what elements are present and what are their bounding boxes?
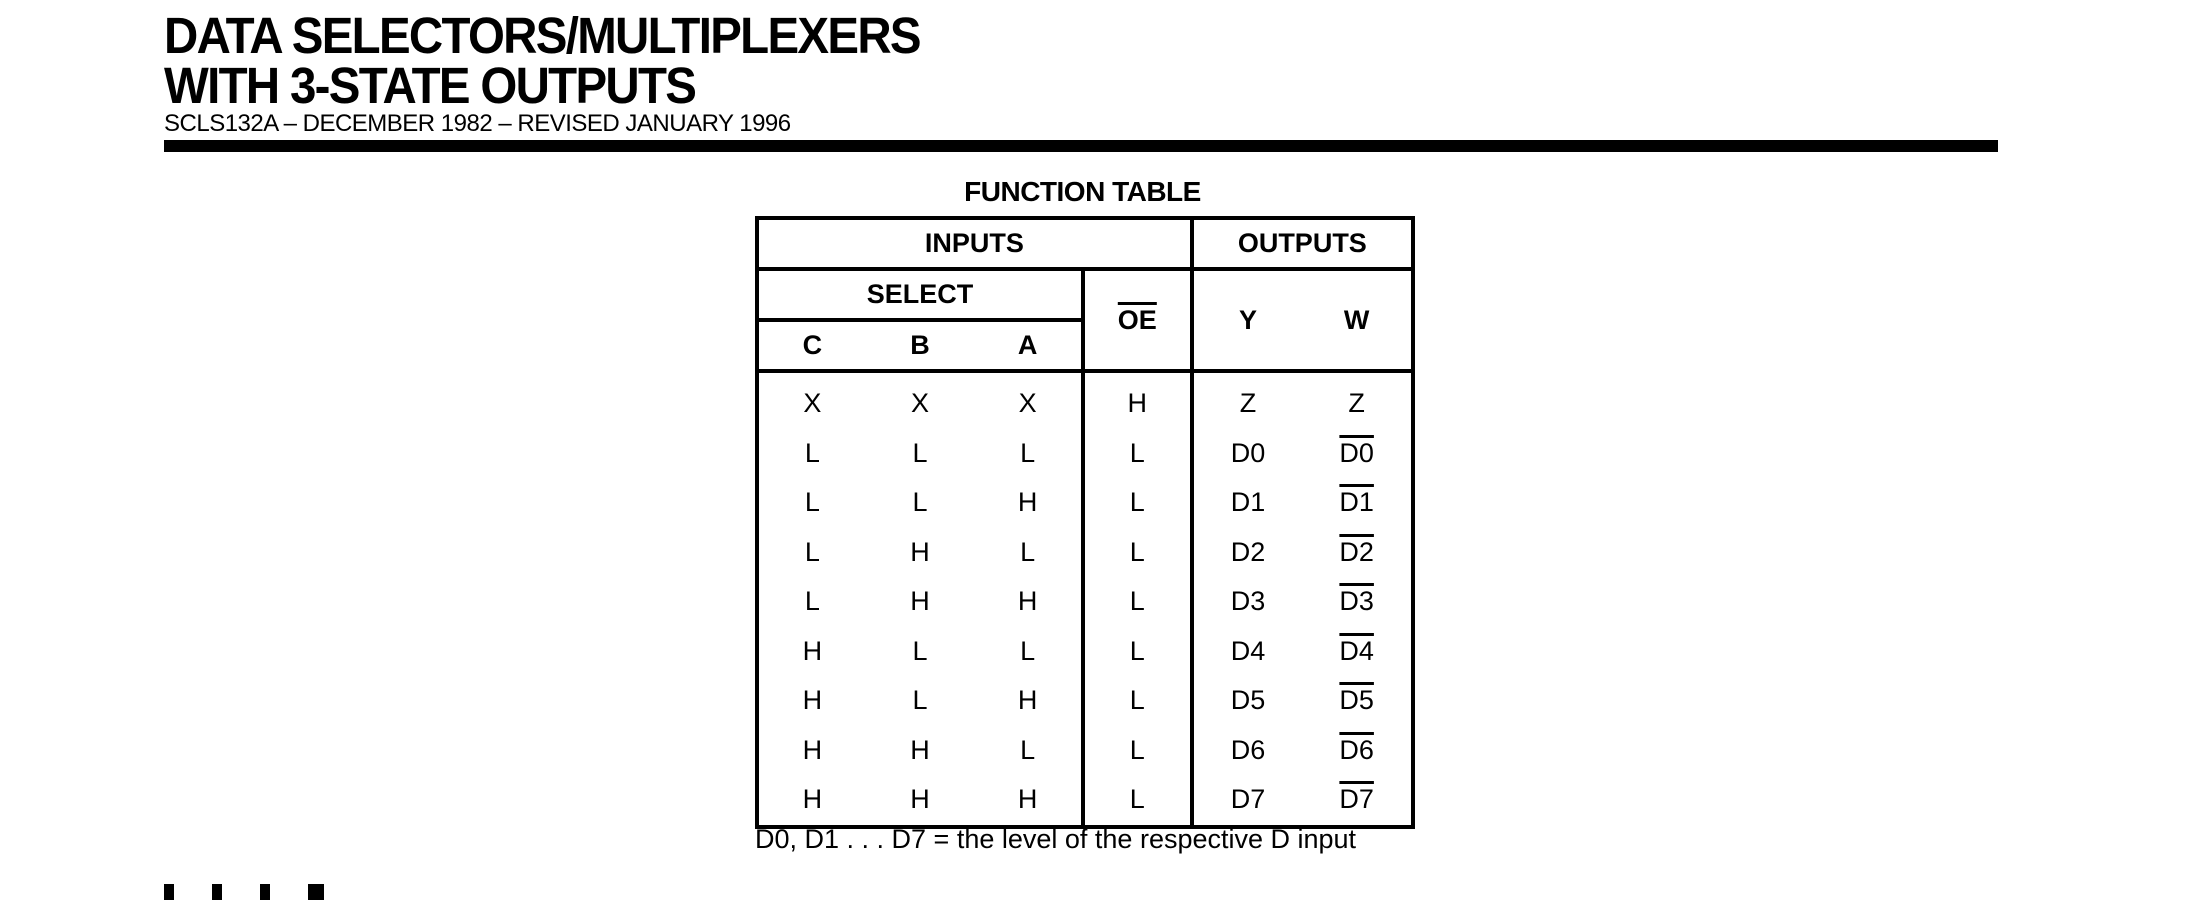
cell-b: H (910, 586, 930, 617)
cell-c: L (804, 536, 820, 567)
table-row (757, 429, 1413, 479)
table-row (757, 627, 1413, 677)
cut-off-next-section-heading (164, 884, 464, 900)
a-column-header: A (974, 320, 1083, 371)
cell-oe: L (1083, 627, 1192, 677)
cell-y: D0 (1192, 429, 1303, 479)
cell-c: H (802, 784, 823, 815)
cell-w: Z (1348, 388, 1365, 419)
cell-w-value: D1 (1339, 487, 1374, 518)
oe-column-header (1083, 269, 1192, 371)
cell-a: H (1017, 784, 1038, 815)
cell-b: H (910, 784, 930, 815)
cell-oe: L (1083, 478, 1192, 528)
cell-w (1302, 627, 1413, 677)
cell-y: D1 (1192, 478, 1303, 528)
cell-y: Z (1192, 371, 1303, 429)
cell-a: X (1018, 388, 1037, 419)
c-column-header: C (757, 320, 866, 371)
cell-c: L (804, 437, 820, 468)
cell-oe: L (1083, 528, 1192, 578)
cell-oe: L (1083, 429, 1192, 479)
cell-y: D7 (1192, 775, 1303, 827)
cell-y: D4 (1192, 627, 1303, 677)
function-table (755, 216, 1415, 829)
table-row (757, 478, 1413, 528)
cell-w-value: D6 (1339, 734, 1374, 765)
header-rule (164, 140, 1998, 152)
cell-b: L (912, 437, 928, 468)
cell-w-value: D5 (1339, 685, 1374, 716)
cell-a: L (1020, 734, 1036, 765)
cell-w (1302, 478, 1413, 528)
cell-w-value: D7 (1339, 784, 1374, 815)
cell-b: H (910, 734, 930, 765)
cell-a: L (1020, 536, 1036, 567)
cell-w (1302, 429, 1413, 479)
cell-oe: L (1083, 726, 1192, 776)
table-row (757, 577, 1413, 627)
cell-w (1302, 528, 1413, 578)
b-column-header: B (866, 320, 975, 371)
function-table-footnote: D0, D1 . . . D7 = the level of the respective D input (755, 824, 1357, 854)
cell-a: L (1020, 437, 1036, 468)
document-revision-line: SCLS132A – DECEMBER 1982 – REVISED JANUARY 1996 (164, 110, 791, 137)
cell-oe: L (1083, 577, 1192, 627)
cell-oe: L (1083, 676, 1192, 726)
table-row (757, 726, 1413, 776)
cell-w-value: D4 (1339, 635, 1374, 666)
cell-w (1302, 676, 1413, 726)
cell-b: X (910, 388, 929, 419)
cell-w-value: D0 (1339, 437, 1374, 468)
w-column-header: W (1302, 269, 1413, 371)
table-row (757, 676, 1413, 726)
cell-c: L (804, 586, 820, 617)
cell-c: H (802, 635, 823, 666)
cell-w (1302, 775, 1413, 827)
oe-header-label: $\overline{OE}$ (1117, 304, 1157, 335)
cell-a: H (1017, 586, 1038, 617)
cell-w (1302, 726, 1413, 776)
inputs-group-header: INPUTS (757, 218, 1192, 269)
cell-w-value: D2 (1339, 536, 1374, 567)
table-row (757, 528, 1413, 578)
cell-w (1302, 577, 1413, 627)
cell-a: L (1020, 635, 1036, 666)
cell-y: D6 (1192, 726, 1303, 776)
cell-y: D3 (1192, 577, 1303, 627)
document-title-line-1: DATA SELECTORS/MULTIPLEXERS (164, 7, 920, 64)
table-row (757, 371, 1413, 429)
cell-b: L (912, 685, 928, 716)
cell-y: D5 (1192, 676, 1303, 726)
cell-oe: L (1083, 775, 1192, 827)
cell-a: H (1017, 685, 1038, 716)
table-row (757, 775, 1413, 827)
cell-c: H (802, 734, 823, 765)
select-group-header: SELECT (757, 269, 1083, 320)
cell-w-value: D3 (1339, 586, 1374, 617)
cell-y: D2 (1192, 528, 1303, 578)
cell-c: H (802, 685, 823, 716)
cell-a: H (1017, 487, 1038, 518)
cell-b: L (912, 635, 928, 666)
cell-b: H (910, 536, 930, 567)
cell-c: L (804, 487, 820, 518)
document-title-line-2: WITH 3-STATE OUTPUTS (164, 57, 696, 114)
cell-c: X (803, 388, 822, 419)
cell-b: L (912, 487, 928, 518)
function-table-caption: FUNCTION TABLE (964, 176, 1201, 207)
y-column-header: Y (1192, 269, 1303, 371)
outputs-group-header: OUTPUTS (1192, 218, 1413, 269)
cell-oe: H (1083, 371, 1192, 429)
